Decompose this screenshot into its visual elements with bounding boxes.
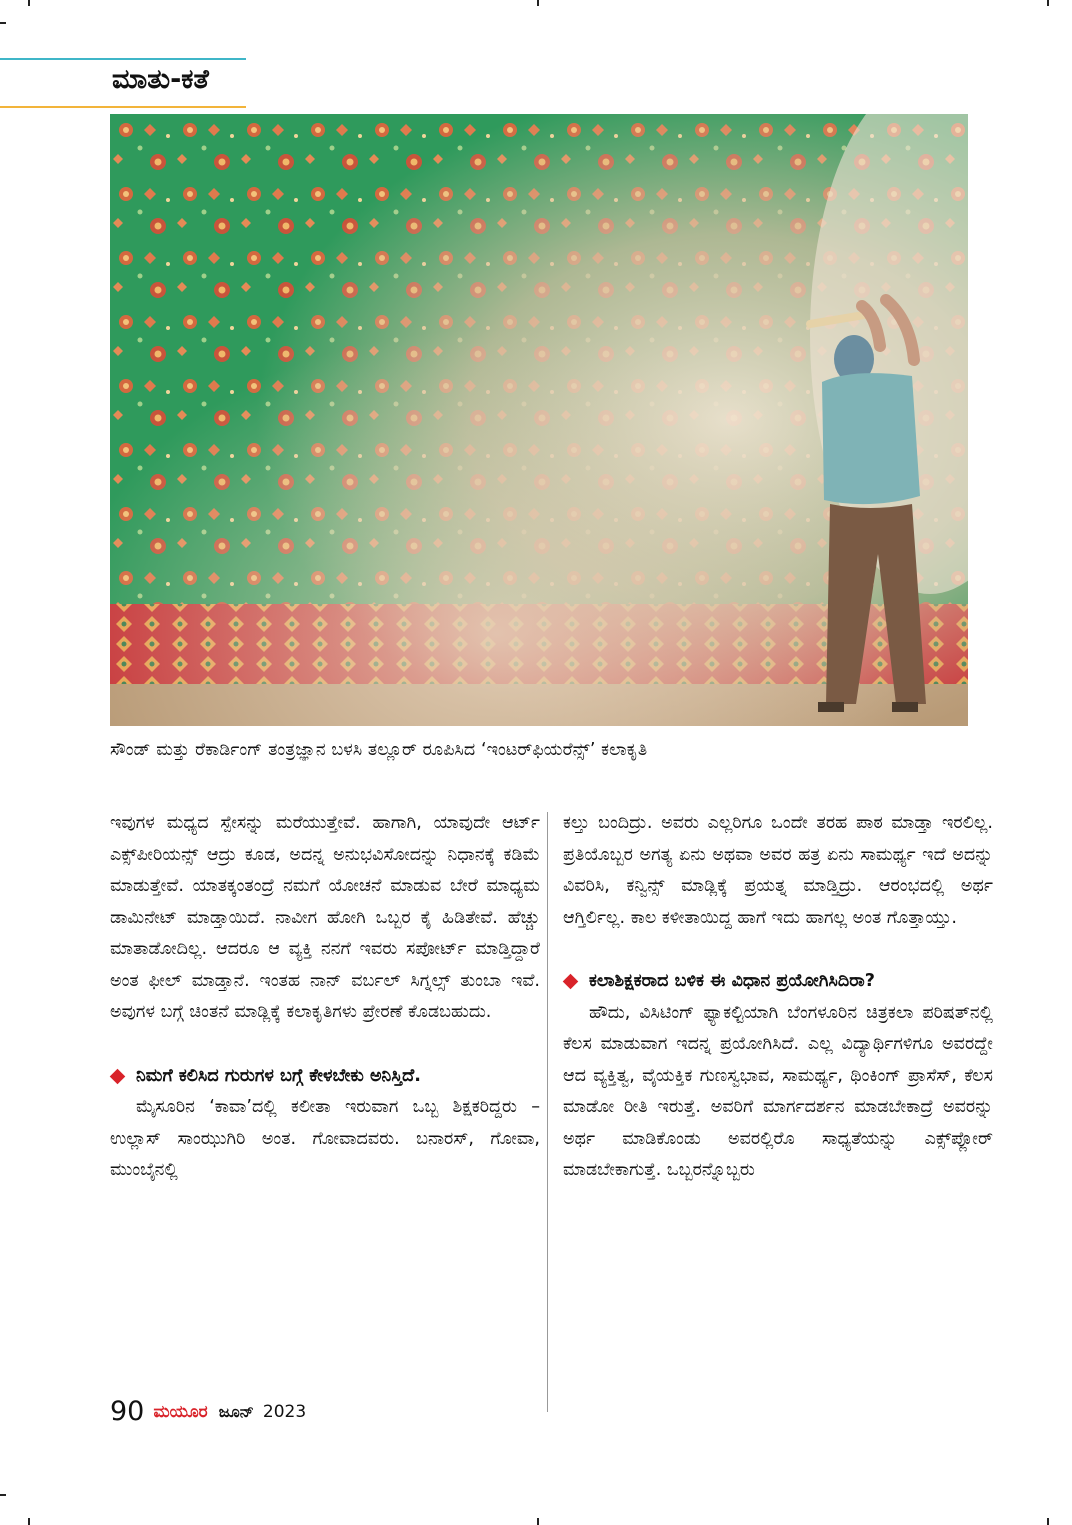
crop-mark-top-right — [1047, 0, 1049, 6]
crop-mark-bottom — [537, 1518, 539, 1525]
paragraph: ಮೈಸೂರಿನ ‘ಕಾವಾ’ದಲ್ಲಿ ಕಲೀತಾ ಇರುವಾಗ ಒಬ್ಬ ಶಿಕ್ಷಕರಿದ್ದರು – ಉಲ್ಲಾಸ್ ಸಾಂಝುಗಿರಿ ಅಂತ. ಗೋವಾದವರು. ಬನಾರಸ್, ಗೋವಾ, ಮುಂಬೈನಲ್ಲಿ — [110, 1097, 540, 1180]
crop-mark-top — [537, 0, 539, 6]
interview-question — [110, 1061, 540, 1093]
issue-month: ಜೂನ್ — [218, 1401, 254, 1421]
crop-mark-left-bottom — [0, 1494, 6, 1496]
issue-year: 2023 — [262, 1401, 307, 1422]
page-number: 90 — [110, 1396, 145, 1427]
section-title: ಮಾತು-ಕತೆ — [112, 64, 209, 95]
right-column — [563, 808, 993, 1187]
question-text: ಕಲಾಶಿಕ್ಷಕರಾದ ಬಳಿಕ ಈ ವಿಧಾನ ಪ್ರಯೋಗಿಸಿದಿರಾ? — [589, 971, 875, 991]
paragraph: ಕಲ್ತು ಬಂದಿದ್ರು. ಅವರು ಎಲ್ಲರಿಗೂ ಒಂದೇ ತರಹ ಪಾಠ ಮಾಡ್ತಾ ಇರಲಿಲ್ಲ. ಪ್ರತಿಯೊಬ್ಬರ ಅಗತ್ಯ ಏನು ಅಥವಾ ಅವರ ಹತ್ರ ಏನು ಸಾಮರ್ಥ್ಯ ಇದೆ ಅದನ್ನು ವಿವರಿಸಿ, ಕನ್ವಿನ್ಸ್ ಮಾಡ್ಲಿಕ್ಕೆ ಪ್ರಯತ್ನ ಮಾಡ್ತಿದ್ರು. ಆರಂಭದಲ್ಲಿ ಅರ್ಥ ಆಗ್ತಿರ್ಲಿಲ್ಲ. ಕಾಲ ಕಳೀತಾಯಿದ್ದ ಹಾಗೆ ಇದು ಹಾಗಲ್ಲ ಅಂತ ಗೊತ್ತಾಯ್ತು. — [563, 813, 993, 928]
interview-question — [563, 966, 993, 998]
crop-mark-bottom-right — [1047, 1518, 1049, 1525]
paragraph: ಹೌದು, ವಿಸಿಟಿಂಗ್ ಫ್ಯಾಕಲ್ಟಿಯಾಗಿ ಬೆಂಗಳೂರಿನ ಚಿತ್ರಕಲಾ ಪರಿಷತ್‌ನಲ್ಲಿ ಕೆಲಸ ಮಾಡುವಾಗ ಇದನ್ನ ಪ್ರಯೋಗಿಸಿದೆ. ಎಲ್ಲ ವಿದ್ಯಾರ್ಥಿಗಳಿಗೂ ಅವರದ್ದೇ ಆದ ವ್ಯಕ್ತಿತ್ವ, ವೈಯಕ್ತಿಕ ಗುಣಸ್ವಭಾವ, ಸಾಮರ್ಥ್ಯ, ಥಿಂಕಿಂಗ್ ಪ್ರಾಸೆಸ್, ಕೆಲಸ ಮಾಡೋ ರೀತಿ ಇರುತ್ತೆ. ಅವರಿಗೆ ಮಾರ್ಗದರ್ಶನ ಮಾಡಬೇಕಾದ್ರೆ ಅವರನ್ನು ಅರ್ಥ ಮಾಡಿಕೊಂಡು ಅವರಲ್ಲಿರೊ ಸಾಧ್ಯತೆಯನ್ನು ಎಕ್ಸ್‌ಪ್ಲೋರ್ ಮಾಡಬೇಕಾಗುತ್ತೆ. ಒಬ್ಬರನ್ನೊಬ್ಬರು — [563, 1002, 993, 1180]
red-diamond-icon — [110, 1068, 126, 1084]
left-column — [110, 808, 540, 1187]
column-divider — [547, 812, 548, 1412]
red-diamond-icon — [563, 974, 579, 990]
page-footer — [110, 1396, 306, 1430]
feature-photo — [110, 114, 968, 726]
section-header — [0, 58, 246, 108]
question-text: ನಿಮಗೆ ಕಲಿಸಿದ ಗುರುಗಳ ಬಗ್ಗೆ ಕೇಳಬೇಕು ಅನಿಸ್ತಿದೆ. — [136, 1065, 421, 1086]
header-rule-teal — [0, 58, 246, 60]
magazine-logo: ಮಯೂರ — [153, 1401, 208, 1422]
crop-mark-bottom-left — [28, 1518, 30, 1525]
header-rule-yellow — [0, 106, 246, 108]
crop-mark-left — [0, 22, 6, 24]
crop-mark-top-left — [28, 0, 30, 6]
photo-caption: ಸೌಂಡ್ ಮತ್ತು ರೆಕಾರ್ಡಿಂಗ್ ತಂತ್ರಜ್ಞಾನ ಬಳಸಿ ತಲ್ಲೂರ್ ರೂಪಿಸಿದ ‘ಇಂಟರ್‌ಫಿಯರೆನ್ಸ್’ ಕಲಾಕೃತಿ — [110, 740, 648, 760]
paragraph: ಇವುಗಳ ಮಧ್ಯದ ಸ್ಪೇಸನ್ನು ಮರೆಯುತ್ತೇವೆ. ಹಾಗಾಗಿ, ಯಾವುದೇ ಆರ್ಟ್ ಎಕ್ಸ್‌ಪೀರಿಯನ್ಸ್ ಆದ್ರು ಕೂಡ, ಅದನ್ನ ಅನುಭವಿಸೋದನ್ನು ನಿಧಾನಕ್ಕೆ ಕಡಿಮೆ ಮಾಡುತ್ತೇವೆ. ಯಾತಕ್ಕಂತಂದ್ರೆ ನಮಗೆ ಯೋಚನೆ ಮಾಡುವ ಬೇರೆ ಮಾಧ್ಯಮ ಡಾಮಿನೇಟ್ ಮಾಡ್ತಾಯಿದೆ. ನಾವೀಗ ಹೋಗಿ ಒಬ್ಬರ ಕೈ ಹಿಡಿತೇವೆ. ಹೆಚ್ಚು ಮಾತಾಡೋದಿಲ್ಲ. ಆದರೂ ಆ ವ್ಯಕ್ತಿ ನನಗೆ ಇವರು ಸಪೋರ್ಟ್ ಮಾಡ್ತಿದ್ದಾರೆ ಅಂತ ಫೀಲ್ ಮಾಡ್ತಾನೆ. ಇಂತಹ ನಾನ್ ವರ್ಬಲ್ ಸಿಗ್ನಲ್ಸ್ ತುಂಬಾ ಇವೆ. ಅವುಗಳ ಬಗ್ಗೆ ಚಿಂತನೆ ಮಾಡ್ಲಿಕ್ಕೆ ಕಲಾಕೃತಿಗಳು ಪ್ರೇರಣೆ ಕೊಡಬಹುದು. — [110, 813, 540, 1022]
